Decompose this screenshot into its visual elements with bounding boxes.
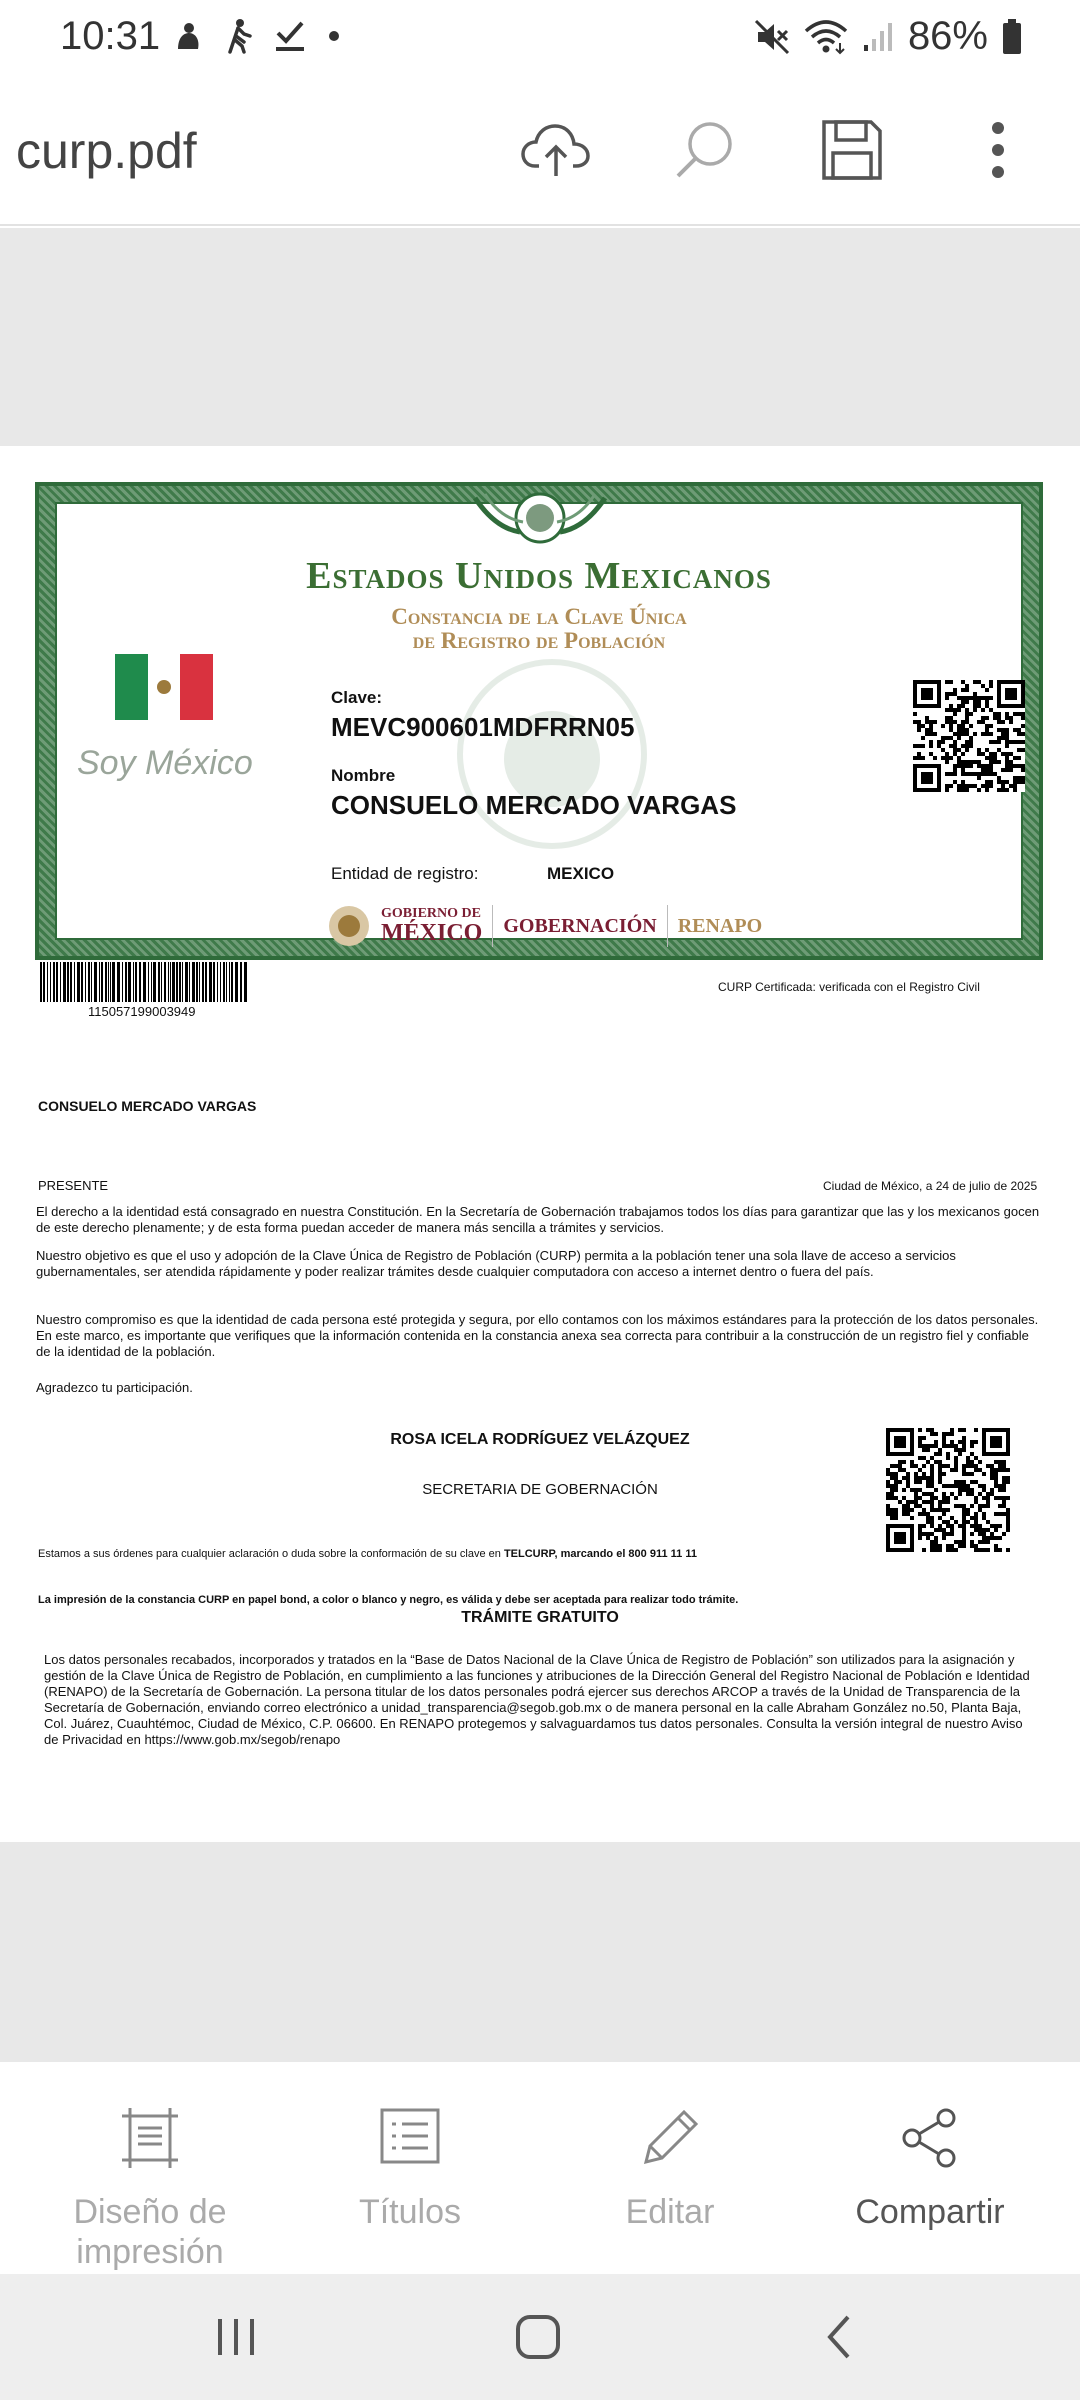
free-procedure: TRÁMITE GRATUITO <box>461 1609 619 1626</box>
wifi-icon <box>804 19 848 55</box>
entidad-value: MEXICO <box>547 864 615 883</box>
titles-list-icon <box>380 2108 440 2164</box>
letter-recipient: CONSUELO MERCADO VARGAS <box>38 1098 257 1114</box>
recent-apps-button[interactable] <box>196 2302 276 2372</box>
pdf-page[interactable] <box>0 446 1080 1842</box>
barcode <box>40 962 250 1002</box>
signal-icon <box>862 21 894 53</box>
back-button[interactable] <box>800 2302 880 2372</box>
edit-label: Editar <box>625 2193 715 2231</box>
clave-value: MEVC900601MDFRRN05 <box>331 712 635 742</box>
titles-button[interactable] <box>280 2062 540 2274</box>
system-navigation-bar <box>0 2274 1080 2400</box>
logo-mexico: MÉXICO <box>381 920 483 946</box>
battery-icon <box>1002 19 1022 55</box>
back-icon <box>820 2313 860 2361</box>
contact-text: Estamos a sus órdenes para cualquier aclaración o duda sobre la conformación de su clave en <box>38 1548 504 1560</box>
entidad-label: Entidad de registro: <box>331 864 479 883</box>
government-logos <box>327 904 762 948</box>
logo-gobernacion: GOBERNACIÓN <box>503 915 657 937</box>
print-layout-label: Diseño de impresión <box>73 2193 227 2271</box>
status-bar <box>0 0 1080 78</box>
document-title: curp.pdf <box>16 123 197 179</box>
logo-gobierno-de: GOBIERNO DE <box>381 906 481 921</box>
home-button[interactable] <box>498 2302 578 2372</box>
letter-thanks: Agradezco tu participación. <box>36 1380 193 1395</box>
status-time: 10:31 <box>60 14 161 58</box>
nombre-value: CONSUELO MERCADO VARGAS <box>331 790 737 820</box>
eagle-seal-icon <box>327 904 371 948</box>
letter-presente: PRESENTE <box>38 1178 109 1193</box>
barcode-number: 115057199003949 <box>88 1004 196 1019</box>
search-button[interactable] <box>662 108 746 192</box>
certificate-inner <box>55 502 1023 946</box>
mute-icon <box>754 19 790 55</box>
viewer-background-top <box>0 228 1080 446</box>
task-done-icon <box>274 19 306 53</box>
privacy-notice: Los datos personales recabados, incorporados y tratados en la “Base de Datos Nacional de la Clave Única de Registro de Población” son utilizados para la asignación y gestión de la Clave Única de Registro de Población, en cumplimiento a las funciones y atribuciones de la Dirección General del Registro Nacional de Población e Identidad (RENAPO) de la Secretaría de Gobernación. La persona titular de los datos personales podrá ejercer sus derechos ARCOP a través de la Unidad de Transparencia de la Secretaría de Gobernación, enviando correo electrónico a unidad_transparencia@segob.gob.mx o de manera personal en la calle Abraham González no.50, Planta Baja, Col. Juárez, Cuauhtémoc, Ciudad de México, C.P. 06600. En RENAPO protegemos y salvaguardamos tus datos personales. Consulta la versión integral de nuestro Aviso de Privacidad en https://www.gob.mx/segob/renapo <box>44 1652 1030 1747</box>
share-button[interactable] <box>800 2062 1060 2274</box>
contact-phone: TELCURP, marcando el 800 911 11 11 <box>503 1548 697 1560</box>
certificate-subtitle-1: Constancia de la Clave Única <box>391 604 687 629</box>
watermark-seal-icon <box>437 654 667 854</box>
viewer-background-bottom <box>0 1842 1080 2062</box>
certificate-qr-code <box>913 680 1025 792</box>
certificate-subtitle-2: de Registro de Población <box>412 628 666 653</box>
letter-paragraph-3: Nuestro compromiso es que la identidad de cada persona esté protegida y segura, por ello contamos con los máximos estándares para la protección de los datos personales. En este marco, es importante que verifiques que la información contenida en la constancia anexa sea correcta para contribuir a la construcción de un registro fiel y confiable de la identidad de la población. <box>36 1312 1039 1359</box>
print-layout-icon <box>120 2108 180 2168</box>
logo-separator <box>667 905 668 947</box>
home-icon <box>514 2313 562 2361</box>
pencil-icon <box>640 2108 700 2168</box>
status-notification-icons <box>172 18 340 54</box>
save-button[interactable] <box>810 108 894 192</box>
cloud-upload-icon <box>521 120 591 180</box>
search-icon <box>672 118 736 182</box>
cloud-upload-button[interactable] <box>514 108 598 192</box>
print-note: La impresión de la constancia CURP en papel bond, a color o blanco y negro, es válida y debe ser aceptada para realizar todo trámite. <box>38 1594 739 1606</box>
bottom-action-bar <box>0 2062 1080 2274</box>
more-options-button[interactable] <box>956 108 1040 192</box>
mexico-flag <box>115 654 213 720</box>
nombre-label: Nombre <box>331 766 396 785</box>
more-notifications-dot-icon <box>328 30 340 42</box>
print-layout-button[interactable] <box>20 2062 280 2274</box>
share-label: Compartir <box>855 2193 1005 2231</box>
walking-icon <box>224 18 252 54</box>
letter-date: Ciudad de México, a 24 de julio de 2025 <box>823 1179 1038 1193</box>
letter-qr-code <box>886 1428 1010 1552</box>
curp-certificate <box>35 482 1043 960</box>
coat-of-arms-emblem <box>465 488 615 552</box>
signer-title: SECRETARIA DE GOBERNACIÓN <box>422 1481 658 1498</box>
soy-mexico-slogan: Soy México <box>77 744 253 782</box>
logo-renapo: RENAPO <box>677 914 763 937</box>
recent-apps-icon <box>214 2315 258 2359</box>
app-bar <box>0 78 1080 226</box>
letter-paragraph-1: El derecho a la identidad está consagrado en nuestra Constitución. En la Secretaría de Gobernación trabajamos todos los días para garantizar que las y los mexicanos gocen de este derecho plenamente; y de esta forma puedan acceder de manera más sencilla a trámites y servicios. <box>36 1204 1040 1235</box>
clave-label: Clave: <box>331 688 383 707</box>
battery-percent: 86% <box>907 14 988 58</box>
edit-button[interactable] <box>540 2062 800 2274</box>
letter-paragraph-2: Nuestro objetivo es que el uso y adopción de la Clave Única de Registro de Población (CURP) permita a la población tener una sola llave de acceso a servicios gubernamentales, ser atendida rápidamente y poder realizar trámites desde cualquier computadora con acceso a internet dentro o fuera del país. <box>36 1248 956 1279</box>
status-system-icons <box>754 14 1022 59</box>
notification-app-icon <box>172 19 202 53</box>
signer-name: ROSA ICELA RODRÍGUEZ VELÁZQUEZ <box>390 1431 690 1448</box>
share-icon <box>900 2108 960 2168</box>
titles-label: Títulos <box>358 2193 462 2231</box>
contact-line <box>38 1546 697 1562</box>
logo-separator <box>492 905 493 947</box>
save-icon <box>821 119 883 181</box>
more-vertical-icon <box>990 120 1006 180</box>
certified-note: CURP Certificada: verificada con el Registro Civil <box>718 980 980 994</box>
certificate-title: Estados Unidos Mexicanos <box>306 555 772 597</box>
